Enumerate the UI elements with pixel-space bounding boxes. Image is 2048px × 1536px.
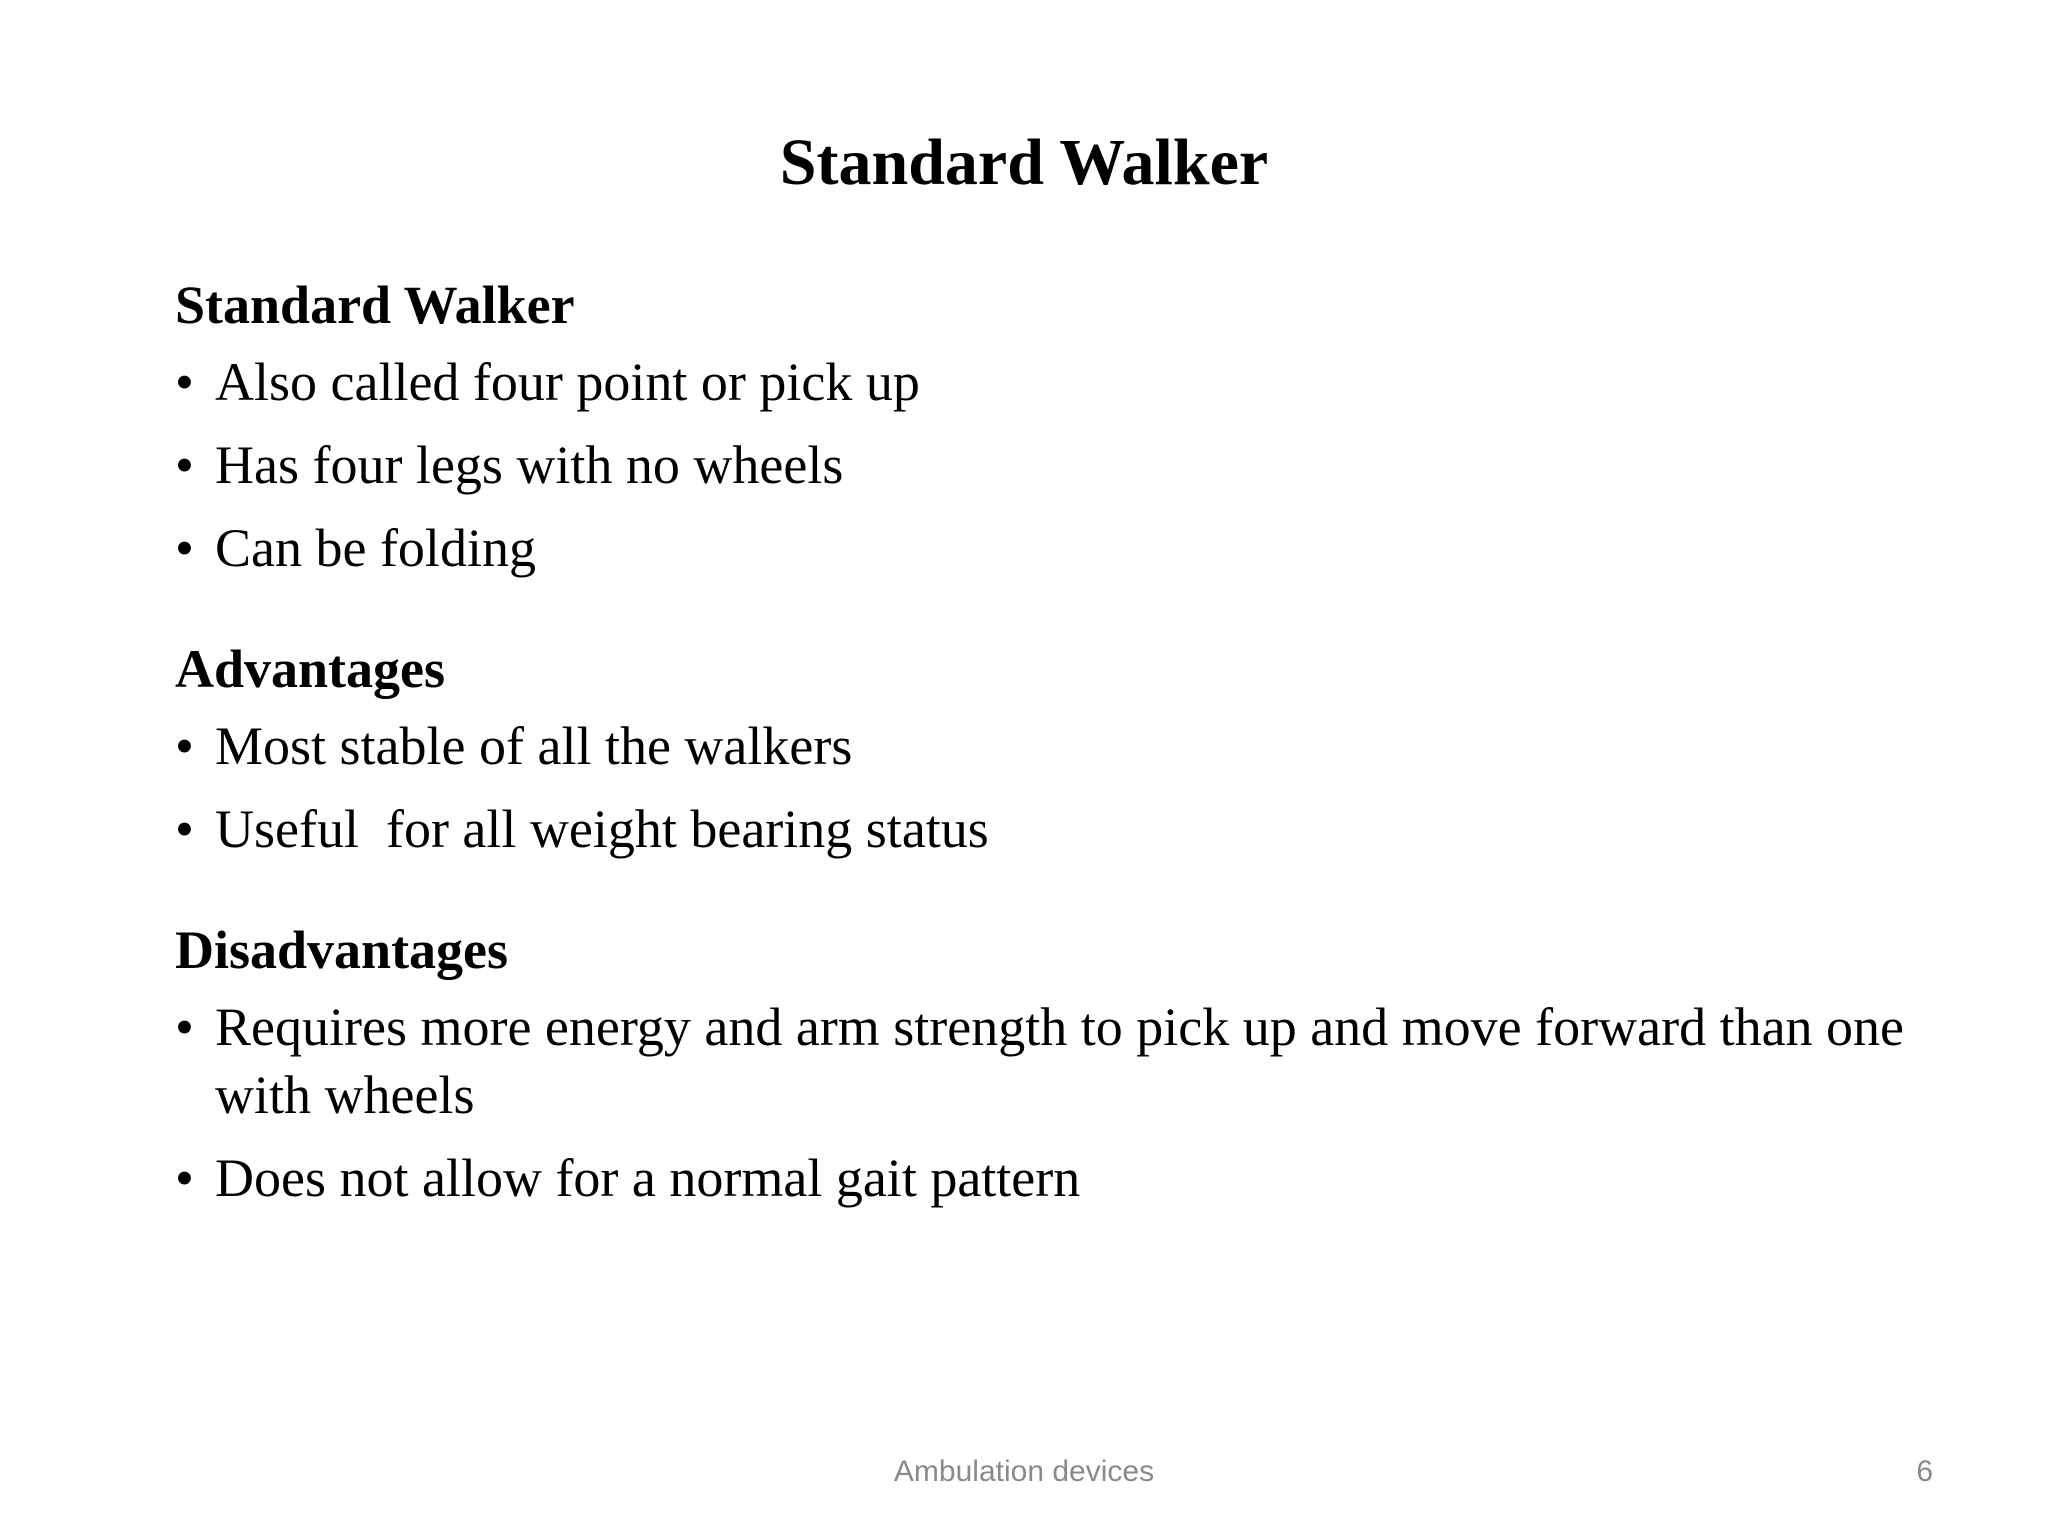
- section-advantages: [175, 634, 1935, 863]
- slide-content: [175, 270, 1935, 1227]
- bullet-icon: •: [175, 435, 194, 495]
- bullet-icon: •: [175, 716, 194, 776]
- list-item: [175, 993, 1935, 1129]
- bullet-list: [175, 348, 1935, 582]
- bullet-icon: •: [175, 997, 194, 1057]
- bullet-list: [175, 712, 1935, 863]
- page-number: 6: [1916, 1455, 1933, 1488]
- list-item-text: Has four legs with no wheels: [215, 435, 844, 495]
- list-item: [175, 795, 1935, 863]
- section-heading: Disadvantages: [175, 920, 509, 980]
- bullet-icon: •: [175, 518, 194, 578]
- list-item: [175, 712, 1935, 780]
- list-item-text: Also called four point or pick up: [215, 352, 920, 412]
- footer-label: Ambulation devices: [893, 1455, 1155, 1488]
- bullet-list: [175, 993, 1935, 1212]
- slide-title: Standard Walker: [779, 126, 1269, 199]
- list-item-text: Most stable of all the walkers: [215, 716, 853, 776]
- list-item: [175, 348, 1935, 416]
- list-item-text: Can be folding: [215, 518, 536, 578]
- list-item-text: Useful for all weight bearing status: [215, 799, 989, 859]
- section-standard-walker: [175, 270, 1935, 582]
- list-item: [175, 1144, 1935, 1212]
- section-heading: Advantages: [175, 639, 446, 699]
- bullet-icon: •: [175, 1148, 194, 1208]
- list-item-text: Requires more energy and arm strength to pick up and move forward than one with wheels: [215, 997, 1905, 1125]
- list-item: [175, 431, 1935, 499]
- section-disadvantages: [175, 915, 1935, 1212]
- section-heading: Standard Walker: [175, 275, 575, 335]
- list-item: [175, 514, 1935, 582]
- bullet-icon: •: [175, 799, 194, 859]
- bullet-icon: •: [175, 352, 194, 412]
- list-item-text: Does not allow for a normal gait pattern: [215, 1148, 1081, 1208]
